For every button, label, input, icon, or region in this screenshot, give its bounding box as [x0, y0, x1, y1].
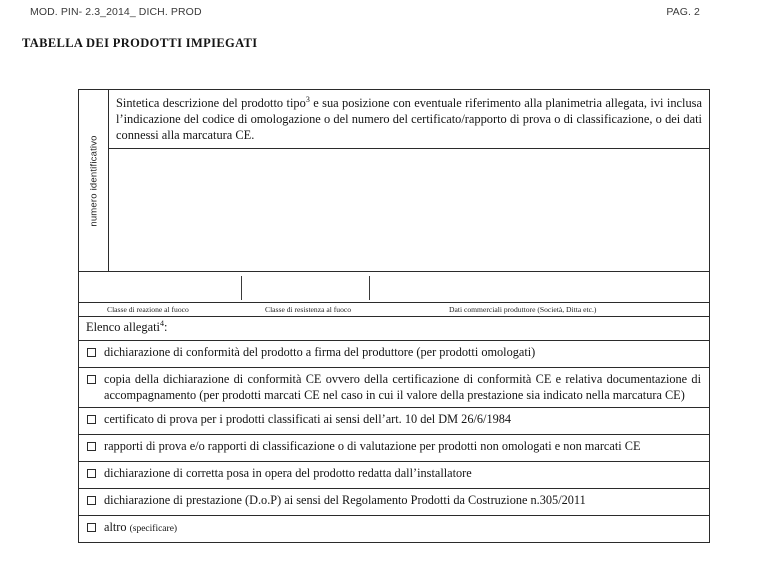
- page-title: TABELLA DEI PRODOTTI IMPIEGATI: [22, 36, 258, 50]
- classification-divider-2: [369, 276, 370, 300]
- attachment-label-4: rapporti di prova e/o rapporti di classificazione o di valutazione per prodotti non omologati e non marcati CE: [104, 439, 641, 454]
- attachment-label-7-note: (specificare): [129, 524, 178, 535]
- attachment-row-7[interactable]: [79, 516, 709, 542]
- attachments-title-text: Elenco allegati: [86, 320, 160, 335]
- checkbox-attachment-5[interactable]: [87, 469, 96, 478]
- checkbox-attachment-6[interactable]: [87, 496, 96, 505]
- attachment-label-7-main: altro: [104, 520, 130, 535]
- attachment-label-5: dichiarazione di corretta posa in opera del prodotto redatta dall’installatore: [104, 466, 472, 481]
- caption-reaction-class: Classe di reazione al fuoco: [107, 305, 189, 315]
- attachment-label-6: dichiarazione di prestazione (D.o.P) ai sensi del Regolamento Prodotti da Costruzione n.305/2011: [104, 493, 586, 508]
- checkbox-attachment-3[interactable]: [87, 415, 96, 424]
- attachments-title-suffix: :: [163, 320, 168, 335]
- attachment-row-2[interactable]: [79, 368, 709, 408]
- attachment-label-2: copia della dichiarazione di conformità CE ovvero della certificazione di conformità CE e relativa documentazione di accompagnamento (per prodotti marcati CE nel caso in cui il valore della prestazione sia indicato nella marcatura CE): [104, 371, 701, 402]
- document-code: MOD. PIN- 2.3_2014_ DICH. PROD: [30, 6, 202, 18]
- caption-manufacturer-data: Dati commerciali produttore (Società, Ditta etc.): [449, 305, 597, 315]
- caption-resistance-class: Classe di resistenza al fuoco: [265, 305, 352, 315]
- table-upper-right: [109, 90, 709, 271]
- footnote-marker-4: 4: [159, 319, 164, 329]
- attachments-list-title: [79, 317, 709, 341]
- attachment-label-1: dichiarazione di conformità del prodotto a firma del produttore (per prodotti omologati): [104, 344, 536, 359]
- checkbox-attachment-7[interactable]: [87, 523, 96, 532]
- classification-captions-row: [79, 303, 709, 317]
- checkbox-attachment-4[interactable]: [87, 442, 96, 451]
- attachment-row-6[interactable]: [79, 489, 709, 516]
- page-number: PAG. 2: [666, 6, 700, 18]
- identification-number-label: numero identificativo: [88, 135, 99, 227]
- table-upper-region: [79, 90, 709, 271]
- attachment-label-7: [104, 520, 701, 536]
- attachment-row-4[interactable]: [79, 435, 709, 462]
- description-text-before: Sintetica descrizione del prodotto tipo: [116, 96, 306, 110]
- identification-number-column: [79, 90, 109, 271]
- product-description-header: [109, 90, 709, 149]
- footnote-marker-3: 3: [305, 94, 310, 104]
- attachment-row-3[interactable]: [79, 408, 709, 435]
- attachment-row-1[interactable]: [79, 341, 709, 368]
- classification-input-row[interactable]: [79, 271, 709, 303]
- description-text-after: e sua posizione con eventuale riferimento alla planimetria allegata, ivi inclusa l’indicazione del codice di omologazione o del numero del certificato/rapporto di prova o di classificazione, o dei dati connessi alla marcatura CE.: [116, 96, 702, 143]
- attachment-row-5[interactable]: [79, 462, 709, 489]
- page-header: [0, 6, 768, 24]
- products-table: [78, 89, 710, 543]
- product-description-input-area[interactable]: [109, 149, 709, 271]
- checkbox-attachment-2[interactable]: [87, 375, 96, 384]
- attachment-label-3: certificato di prova per i prodotti classificati ai sensi dell’art. 10 del DM 26/6/1984: [104, 412, 512, 427]
- classification-divider-1: [241, 276, 242, 300]
- checkbox-attachment-1[interactable]: [87, 348, 96, 357]
